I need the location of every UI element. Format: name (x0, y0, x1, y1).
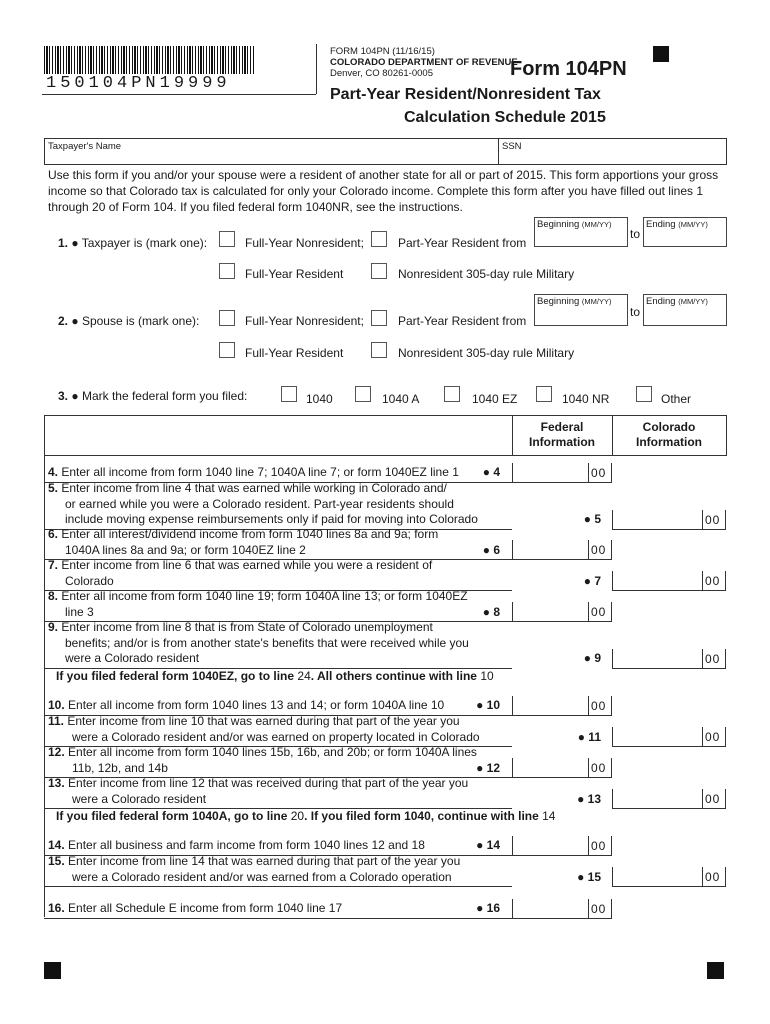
spouse-to-label: to (630, 305, 641, 319)
cents-placeholder: 00 (591, 761, 607, 775)
line-8-text-row (48, 589, 468, 605)
line-text: were a Colorado resident and/or was earned on property located in Colorado (72, 729, 480, 744)
line-15-text-row (48, 870, 460, 886)
line-6-text (48, 527, 438, 558)
form-1040ez-checkbox[interactable] (444, 386, 460, 402)
line-4-text-row (48, 465, 459, 481)
line-text: Enter income from line 10 that was earned during that part of the year you (67, 714, 460, 728)
instruction-1040a: If you filed federal form 1040A, go to line 20. If you filed form 1040, continue with line 14 (56, 809, 556, 823)
taxpayer-full-resident-checkbox[interactable] (219, 263, 235, 279)
line-text: line 3 (65, 604, 94, 619)
cents-placeholder: 00 (705, 730, 721, 744)
spouse-part-year-label: Part-Year Resident from (398, 314, 527, 328)
line-6-text-row (48, 527, 438, 543)
form-title: Form 104PN (510, 58, 627, 80)
line-16-text (48, 901, 342, 917)
title-line-1: Part-Year Resident/Nonresident Tax (330, 86, 601, 103)
cents-placeholder: 00 (591, 605, 607, 619)
table-top (44, 415, 727, 416)
line-5-text-row (48, 481, 478, 497)
cents-placeholder: 00 (705, 651, 721, 666)
spouse-full-nonresident-checkbox[interactable] (219, 310, 235, 326)
cents-placeholder: 00 (705, 574, 721, 588)
line-13-text-row (48, 776, 468, 792)
form-1040-checkbox[interactable] (281, 386, 297, 402)
line-text: Enter income from line 8 that is from State of Colorado unemployment (61, 620, 433, 634)
line-text: 11b, 12b, and 14b (72, 760, 168, 775)
taxpayer-full-resident-label: Full-Year Resident (245, 267, 344, 281)
line-6-text-row (48, 543, 438, 559)
line-5-text-row (48, 497, 478, 513)
taxpayer-name-label: Taxpayer's Name (48, 141, 122, 152)
form-1040nr-checkbox[interactable] (536, 386, 552, 402)
line3-text: 3. ● Mark the federal form you filed: (58, 389, 248, 403)
colorado-column-header: Colorado Information (636, 420, 702, 449)
line-15-marker: ● 15 (577, 869, 601, 884)
line-8-text (48, 589, 468, 620)
line-11-text-row (48, 714, 480, 730)
cents-divider (702, 571, 703, 591)
line-text: Enter income from line 14 that was earned during that part of the year you (68, 854, 461, 868)
line-16-rule (44, 918, 512, 919)
line-15-text (48, 854, 460, 885)
barcode-number: 150104PN19999 (46, 74, 231, 93)
taxpayer-name-input[interactable] (46, 152, 496, 163)
taxpayer-military-checkbox[interactable] (371, 263, 387, 279)
cents-placeholder: 00 (591, 901, 607, 916)
line-text: include moving expense reimbursements only if paid for moving into Colorado (65, 512, 478, 526)
line-7-marker: ● 7 (583, 573, 601, 588)
line-text: Enter income from line 6 that was earned while you were a resident of (61, 558, 433, 572)
line-number: 6. (48, 527, 62, 541)
line-text: Enter all business and farm income from form 1040 lines 12 and 18 (68, 838, 425, 852)
ssn-input[interactable] (500, 152, 724, 163)
form-1040ez-label: 1040 EZ (472, 392, 518, 406)
line-9-text (48, 620, 469, 667)
department-address: Denver, CO 80261-0005 (330, 68, 433, 79)
taxpayer-to-label: to (630, 227, 641, 241)
registration-mark (653, 46, 669, 62)
line-text: or earned while you were a Colorado resident. Part-year residents should (65, 496, 454, 511)
taxpayer-part-year-label: Part-Year Resident from (398, 236, 527, 250)
line-text: Enter all income from form 1040 line 7; 1040A line 7; or form 1040EZ line 1 (61, 465, 459, 479)
line-number: 7. (48, 558, 62, 572)
spouse-part-year-checkbox[interactable] (371, 310, 387, 326)
taxpayer-ending-date[interactable]: Ending (MM/YY) (643, 217, 727, 247)
corner-mark-left (44, 962, 61, 979)
line-11-text-row (48, 730, 480, 746)
line-15-rule (44, 886, 512, 887)
taxpayer-military-label: Nonresident 305-day rule Military (398, 267, 575, 281)
cents-divider (588, 696, 589, 716)
table-left-border (44, 455, 45, 917)
line-number: 14. (48, 838, 69, 852)
table-header-bottom (44, 455, 727, 456)
line-number: 8. (48, 589, 62, 603)
line-9-text-row (48, 620, 469, 636)
spouse-beginning-date[interactable]: Beginning (MM/YY) (534, 294, 628, 326)
line-number: 10. (48, 698, 69, 712)
line-16-marker: ● 16 (476, 901, 500, 915)
ssn-label: SSN (502, 141, 522, 152)
cents-placeholder: 00 (591, 465, 607, 480)
line-9-text-row (48, 636, 469, 652)
department-name: COLORADO DEPARTMENT OF REVENUE (330, 57, 518, 68)
cents-placeholder: 00 (705, 870, 721, 884)
line-number: 15. (48, 854, 69, 868)
cents-divider (588, 540, 589, 560)
spouse-full-resident-checkbox[interactable] (219, 342, 235, 358)
line-13-text-row (48, 792, 468, 808)
line-text: Enter all interest/dividend income from form 1040 lines 8a and 9a; form (61, 527, 439, 541)
line-text: Enter income from line 12 that was received during that part of the year you (68, 776, 469, 790)
line-8-marker: ● 8 (482, 604, 500, 619)
cents-divider (702, 727, 703, 747)
spouse-full-nonresident-label: Full-Year Nonresident; (245, 314, 364, 328)
line-11-text (48, 714, 480, 745)
taxpayer-full-nonresident-checkbox[interactable] (219, 231, 235, 247)
line-10-text-row (48, 698, 444, 714)
line-text: Enter all income from form 1040 lines 13 and 14; or form 1040A line 10 (68, 698, 445, 712)
cents-divider (702, 867, 703, 887)
spouse-military-label: Nonresident 305-day rule Military (398, 346, 575, 360)
line-7-text-row (48, 574, 432, 590)
cents-divider (588, 602, 589, 622)
line-number: 11. (48, 714, 68, 728)
cents-divider (702, 649, 703, 669)
line-12-text (48, 745, 477, 776)
line-text: 1040A lines 8a and 9a; or form 1040EZ line 2 (65, 542, 306, 557)
line-9-marker: ● 9 (583, 651, 601, 665)
corner-mark-right (707, 962, 724, 979)
line2-text: 2. ● Spouse is (mark one): (58, 314, 200, 328)
cents-placeholder: 00 (705, 792, 721, 806)
line-text: Enter all income from form 1040 line 19; form 1040A line 13; or form 1040EZ (61, 589, 468, 603)
spouse-military-checkbox[interactable] (371, 342, 387, 358)
cents-divider (588, 463, 589, 483)
line-number: 12. (48, 745, 69, 759)
cents-divider (588, 758, 589, 778)
form-id: FORM 104PN (11/16/15) (330, 46, 435, 57)
line-5-text-row (48, 512, 478, 528)
form-1040-label: 1040 (306, 392, 333, 406)
form-other-checkbox[interactable] (636, 386, 652, 402)
form-1040nr-label: 1040 NR (562, 392, 610, 406)
barcode-underline (42, 94, 316, 95)
line-number: 13. (48, 776, 69, 790)
line-number: 16. (48, 901, 69, 915)
line-12-marker: ● 12 (476, 760, 500, 775)
taxpayer-beginning-date[interactable]: Beginning (MM/YY) (534, 217, 628, 247)
cents-placeholder: 00 (705, 512, 721, 527)
cents-placeholder: 00 (591, 838, 607, 853)
line-number: 9. (48, 620, 62, 634)
line-text: Enter all Schedule E income from form 1040 line 17 (68, 901, 343, 915)
form-1040a-label: 1040 A (382, 392, 420, 406)
federal-column-header: Federal Information (529, 420, 595, 449)
line-9-text-row (48, 651, 469, 667)
line-number: 4. (48, 465, 62, 479)
line-text: Enter all income from form 1040 lines 15b, 16b, and 20b; or form 1040A lines (68, 745, 477, 759)
line-16-text-row (48, 901, 342, 917)
intro-text: Use this form if you and/or your spouse were a resident of another state for all or part of 2015. This form apportions your gross income so that Colorado tax is calculated for only your Colorado income. Complete this form after you have filled out lines 1 through 20 of Form 104. If you filed federal form 1040NR, see the instructions. (48, 168, 719, 214)
line-14-text (48, 838, 425, 854)
line-14-marker: ● 14 (476, 838, 500, 852)
line-6-marker: ● 6 (482, 542, 500, 557)
cents-divider (702, 510, 703, 530)
barcode-divider (316, 44, 317, 94)
line-text: Enter income from line 4 that was earned while working in Colorado and/ (61, 481, 447, 495)
line-7-text (48, 558, 432, 589)
line-text: Colorado (65, 573, 114, 588)
line-number: 5. (48, 481, 62, 495)
line-11-marker: ● 11 (577, 729, 601, 744)
cents-divider (702, 789, 703, 809)
line-12-text-row (48, 745, 477, 761)
taxpayer-full-nonresident-label: Full-Year Nonresident; (245, 236, 364, 250)
cents-placeholder: 00 (591, 543, 607, 557)
name-row-bottom (44, 164, 727, 165)
cents-placeholder: 00 (591, 698, 607, 713)
spouse-ending-date[interactable]: Ending (MM/YY) (643, 294, 727, 326)
instruction-1040ez: If you filed federal form 1040EZ, go to line 24. All others continue with line 10 (56, 669, 494, 683)
line-4-text (48, 465, 459, 481)
name-row-top (44, 138, 727, 139)
form-1040a-checkbox[interactable] (355, 386, 371, 402)
cents-divider (588, 836, 589, 856)
barcode (44, 46, 254, 74)
line-15-text-row (48, 854, 460, 870)
line-text: were a Colorado resident and/or was earned from a Colorado operation (72, 869, 452, 884)
line-text: were a Colorado resident (65, 651, 200, 665)
line-5-marker: ● 5 (583, 512, 601, 526)
line-8-text-row (48, 605, 468, 621)
taxpayer-part-year-checkbox[interactable] (371, 231, 387, 247)
line-12-text-row (48, 761, 477, 777)
spouse-full-resident-label: Full-Year Resident (245, 346, 344, 360)
line-14-text-row (48, 838, 425, 854)
title-line-2: Calculation Schedule 2015 (404, 109, 606, 126)
cents-divider (588, 899, 589, 919)
line-text: were a Colorado resident (72, 791, 207, 806)
form-other-label: Other (661, 392, 692, 406)
line-text: benefits; and/or is from another state's benefits that were received while you (65, 635, 469, 650)
line-5-text (48, 481, 478, 528)
line-13-marker: ● 13 (577, 791, 601, 806)
line-10-marker: ● 10 (476, 698, 500, 712)
line1-text: 1. ● Taxpayer is (mark one): (58, 236, 208, 250)
line-13-text (48, 776, 468, 807)
line-4-marker: ● 4 (482, 465, 500, 479)
line-7-text-row (48, 558, 432, 574)
line-10-text (48, 698, 444, 714)
